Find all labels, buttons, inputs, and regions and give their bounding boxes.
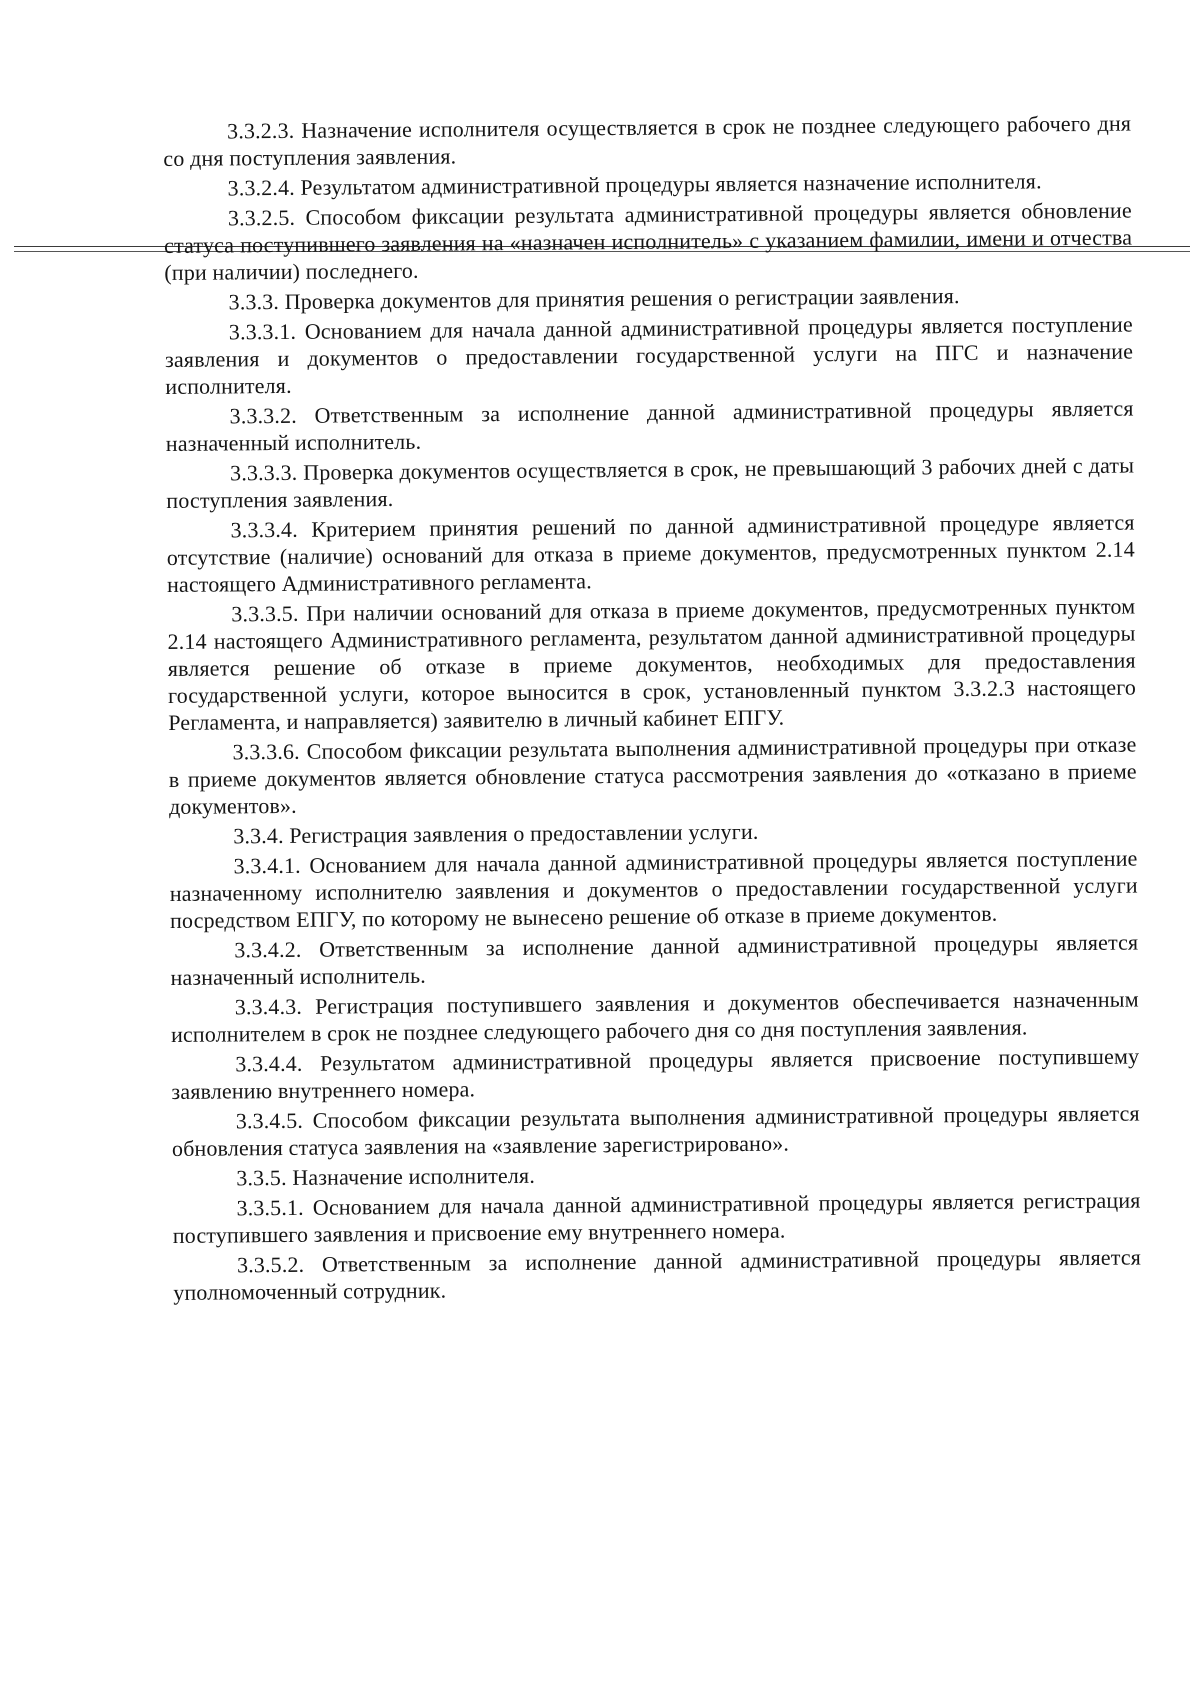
- paragraph-3-3-4-5: 3.3.4.5. Способом фиксации результата выполнения административной процедуры является обновления статуса заявления на «заявление зарегистрировано».: [171, 1100, 1140, 1161]
- paragraph-3-3-3-1: 3.3.3.1. Основанием для начала данной административной процедуры является поступление заявления и документов о предоставлении государственной услуги на ПГС и назначение исполнителя.: [164, 311, 1134, 399]
- paragraph-3-3-5-2: 3.3.5.2. Ответственным за исполнение данной административной процедуры является уполномоченный сотрудник.: [173, 1244, 1142, 1305]
- paragraph-3-3-2-5: 3.3.2.5. Способом фиксации результата административной процедуры является обновление статуса поступившего заявления на «назначен исполнитель» с указанием фамилии, имени и отчества (при наличии) последнего.: [164, 197, 1133, 285]
- paragraph-3-3-4-4: 3.3.4.4. Результатом административной процедуры является присвоение поступившему заявлению внутреннего номера.: [171, 1043, 1140, 1104]
- paragraph-3-3-4-2: 3.3.4.2. Ответственным за исполнение данной административной процедуры является назначенный исполнитель.: [170, 929, 1139, 990]
- paragraph-3-3-5-1: 3.3.5.1. Основанием для начала данной административной процедуры является регистрация поступившего заявления и присвоение ему внутреннего номера.: [172, 1187, 1141, 1248]
- paragraph-3-3-3-3: 3.3.3.3. Проверка документов осуществляется в срок, не превышающий 3 рабочих дней с даты поступления заявления.: [166, 452, 1135, 513]
- paragraph-3-3-3-6: 3.3.3.6. Способом фиксации результата выполнения административной процедуры при отказе в приеме документов является обновление статуса рассмотрения заявления до «отказано в приеме документов».: [168, 731, 1137, 819]
- paragraph-3-3-3-5: 3.3.3.5. При наличии оснований для отказа в приеме документов, предусмотренных пунктом 2.14 настоящего Административного регламента, результатом данной административной процедуры является решение об отказе в приеме документов, необходимых для предоставления государственной услуги, которое выносится в срок, установленный пунктом 3.3.2.3 настоящего Регламента, и направляется) заявителю в личный кабинет ЕПГУ.: [167, 593, 1137, 735]
- paragraph-3-3-3-4: 3.3.3.4. Критерием принятия решений по данной административной процедуре является отсутствие (наличие) оснований для отказа в приеме документов, предусмотренных пунктом 2.14 настоящего Административного регламента.: [166, 509, 1135, 597]
- paragraph-3-3-4-1: 3.3.4.1. Основанием для начала данной административной процедуры является поступление назначенному исполнителю заявления и документов о предоставлении государственной услуги посредством ЕПГУ, по которому не вынесено решение об отказе в приеме документов.: [169, 845, 1138, 933]
- document-body: [163, 110, 1141, 1309]
- paragraph-3-3-2-4: 3.3.2.4. Результатом административной процедуры является назначение исполнителя.: [227, 168, 1042, 201]
- paragraph-3-3-4-3: 3.3.4.3. Регистрация поступившего заявления и документов обеспечивается назначенным исполнителем в срок не позднее следующего рабочего дня со дня поступления заявления.: [170, 986, 1139, 1047]
- section-heading-3-3-3: 3.3.3. Проверка документов для принятия решения о регистрации заявления.: [228, 283, 960, 315]
- paragraph-3-3-2-3: 3.3.2.3. Назначение исполнителя осуществляется в срок не позднее следующего рабочего дня со дня поступления заявления.: [163, 110, 1132, 171]
- section-heading-3-3-4: 3.3.4. Регистрация заявления о предоставлении услуги.: [233, 818, 759, 849]
- section-heading-3-3-5: 3.3.5. Назначение исполнителя.: [236, 1162, 536, 1191]
- paragraph-3-3-3-2: 3.3.3.2. Ответственным за исполнение данной административной процедуры является назначенный исполнитель.: [165, 395, 1134, 456]
